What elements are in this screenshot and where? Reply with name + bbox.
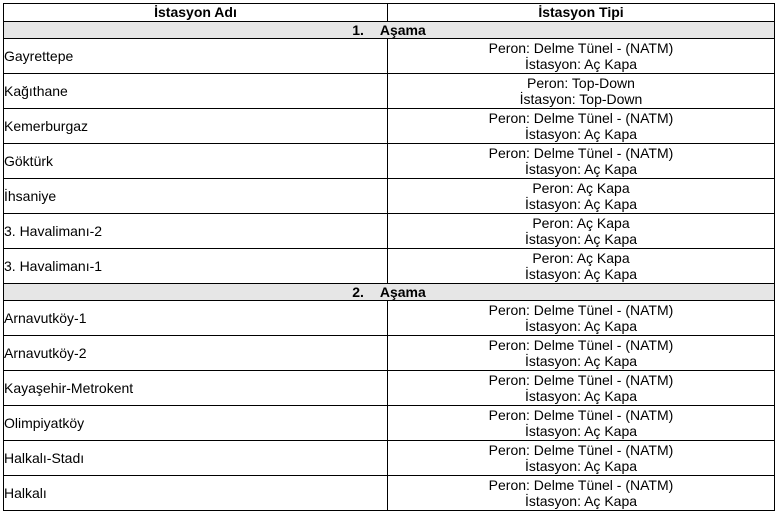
station-name-cell: Kayaşehir-Metrokent — [4, 371, 388, 406]
phase-number: 1. — [352, 22, 364, 38]
table-row — [4, 144, 775, 179]
station-construction-type: İstasyon: Aç Kapa — [524, 458, 638, 474]
station-construction-type: İstasyon: Aç Kapa — [524, 423, 638, 439]
station-name-cell: Arnavutköy-2 — [4, 336, 388, 371]
phase-row — [4, 284, 775, 301]
table-row — [4, 301, 775, 336]
station-type-cell — [388, 406, 775, 441]
platform-type: Peron: Delme Tünel - (NATM) — [488, 110, 674, 126]
station-type-cell — [388, 336, 775, 371]
station-name-cell: Göktürk — [4, 144, 388, 179]
station-construction-type: İstasyon: Aç Kapa — [524, 231, 638, 247]
station-name-cell: 3. Havalimanı-1 — [4, 249, 388, 284]
platform-type: Peron: Delme Tünel - (NATM) — [488, 372, 674, 388]
station-construction-type: İstasyon: Aç Kapa — [524, 353, 638, 369]
station-name-cell: 3. Havalimanı-2 — [4, 214, 388, 249]
platform-type: Peron: Aç Kapa — [532, 250, 630, 266]
table-row — [4, 441, 775, 476]
station-name-cell: Arnavutköy-1 — [4, 301, 388, 336]
station-construction-type: İstasyon: Aç Kapa — [524, 196, 638, 212]
station-construction-type: İstasyon: Aç Kapa — [524, 126, 638, 142]
platform-type: Peron: Delme Tünel - (NATM) — [488, 407, 674, 423]
station-type-cell — [388, 249, 775, 284]
table-row — [4, 371, 775, 406]
header-row — [4, 4, 775, 22]
header-station-name: İstasyon Adı — [4, 4, 388, 22]
station-type-cell — [388, 476, 775, 511]
station-name-cell: Olimpiyatköy — [4, 406, 388, 441]
station-construction-type: İstasyon: Top-Down — [519, 91, 643, 107]
table-row — [4, 179, 775, 214]
station-name-cell: Gayrettepe — [4, 39, 388, 74]
table-row — [4, 214, 775, 249]
station-table — [3, 3, 775, 511]
platform-type: Peron: Aç Kapa — [532, 215, 630, 231]
header-station-type: İstasyon Tipi — [388, 4, 775, 22]
table-row — [4, 249, 775, 284]
station-name-cell: İhsaniye — [4, 179, 388, 214]
station-construction-type: İstasyon: Aç Kapa — [524, 318, 638, 334]
station-type-cell — [388, 441, 775, 476]
station-name-cell: Halkalı-Stadı — [4, 441, 388, 476]
platform-type: Peron: Delme Tünel - (NATM) — [488, 477, 674, 493]
platform-type: Peron: Delme Tünel - (NATM) — [488, 337, 674, 353]
phase-label: Aşama — [379, 284, 426, 300]
table-row — [4, 39, 775, 74]
station-type-cell — [388, 301, 775, 336]
phase-row — [4, 22, 775, 39]
station-construction-type: İstasyon: Aç Kapa — [524, 56, 638, 72]
platform-type: Peron: Delme Tünel - (NATM) — [488, 40, 674, 56]
table-row — [4, 74, 775, 109]
station-name-cell: Halkalı — [4, 476, 388, 511]
station-construction-type: İstasyon: Aç Kapa — [524, 161, 638, 177]
station-type-cell — [388, 179, 775, 214]
platform-type: Peron: Delme Tünel - (NATM) — [488, 442, 674, 458]
phase-number: 2. — [352, 284, 364, 300]
station-type-cell — [388, 109, 775, 144]
phase-label: Aşama — [379, 22, 426, 38]
station-type-cell — [388, 144, 775, 179]
table-row — [4, 336, 775, 371]
station-type-cell — [388, 39, 775, 74]
table-row — [4, 476, 775, 511]
station-type-cell — [388, 371, 775, 406]
phase-cell — [4, 284, 775, 301]
phase-cell — [4, 22, 775, 39]
table-row — [4, 406, 775, 441]
station-name-cell: Kağıthane — [4, 74, 388, 109]
station-construction-type: İstasyon: Aç Kapa — [524, 266, 638, 282]
station-construction-type: İstasyon: Aç Kapa — [524, 388, 638, 404]
station-type-cell — [388, 214, 775, 249]
table-body — [4, 22, 775, 511]
platform-type: Peron: Delme Tünel - (NATM) — [488, 145, 674, 161]
station-construction-type: İstasyon: Aç Kapa — [524, 493, 638, 509]
platform-type: Peron: Top-Down — [527, 75, 635, 91]
platform-type: Peron: Aç Kapa — [532, 180, 630, 196]
station-type-cell — [388, 74, 775, 109]
table-row — [4, 109, 775, 144]
platform-type: Peron: Delme Tünel - (NATM) — [488, 302, 674, 318]
station-name-cell: Kemerburgaz — [4, 109, 388, 144]
